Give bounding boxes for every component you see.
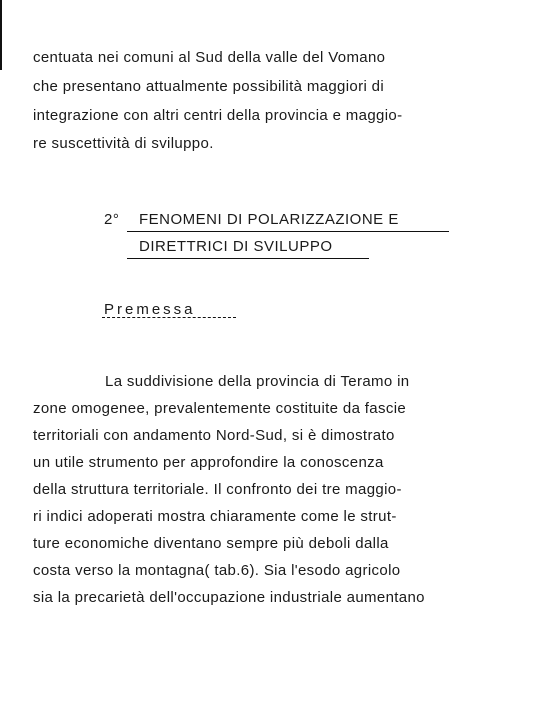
paragraph1-line: che presentano attualmente possibilità maggiori di xyxy=(33,78,385,95)
paragraph2-line: La suddivisione della provincia di Teramo in xyxy=(105,373,410,390)
paragraph2-line: zone omogenee, prevalentemente costituite da fascie xyxy=(33,400,407,417)
section-number: 2° xyxy=(104,211,120,228)
paragraph2-line: un utile strumento per approfondire la conoscenza xyxy=(33,454,384,471)
paragraph2-line: ri indici adoperati mostra chiaramente come le strut- xyxy=(33,508,397,525)
paragraph2-line: territoriali con andamento Nord-Sud, si è dimostrato xyxy=(33,427,395,444)
section-title-line1: FENOMENI DI POLARIZZAZIONE E xyxy=(139,211,399,228)
subsection-title: Premessa xyxy=(104,301,196,318)
paragraph1-line: integrazione con altri centri della provincia e maggio- xyxy=(33,107,403,124)
page-edge-mark xyxy=(0,0,2,70)
subsection-title-underline xyxy=(102,317,236,318)
section-title-underline xyxy=(127,258,369,259)
section-title-underline xyxy=(127,231,449,232)
section-title-line2: DIRETTRICI DI SVILUPPO xyxy=(139,238,333,255)
paragraph1-line: centuata nei comuni al Sud della valle del Vomano xyxy=(33,49,386,66)
paragraph2-line: della struttura territoriale. Il confronto dei tre maggio- xyxy=(33,481,402,498)
paragraph2-line: ture economiche diventano sempre più deboli dalla xyxy=(33,535,389,552)
paragraph2-line: sia la precarietà dell'occupazione industriale aumentano xyxy=(33,589,425,606)
paragraph2-line: costa verso la montagna( tab.6). Sia l'esodo agricolo xyxy=(33,562,401,579)
paragraph1-line: re suscettività di sviluppo. xyxy=(33,135,214,152)
